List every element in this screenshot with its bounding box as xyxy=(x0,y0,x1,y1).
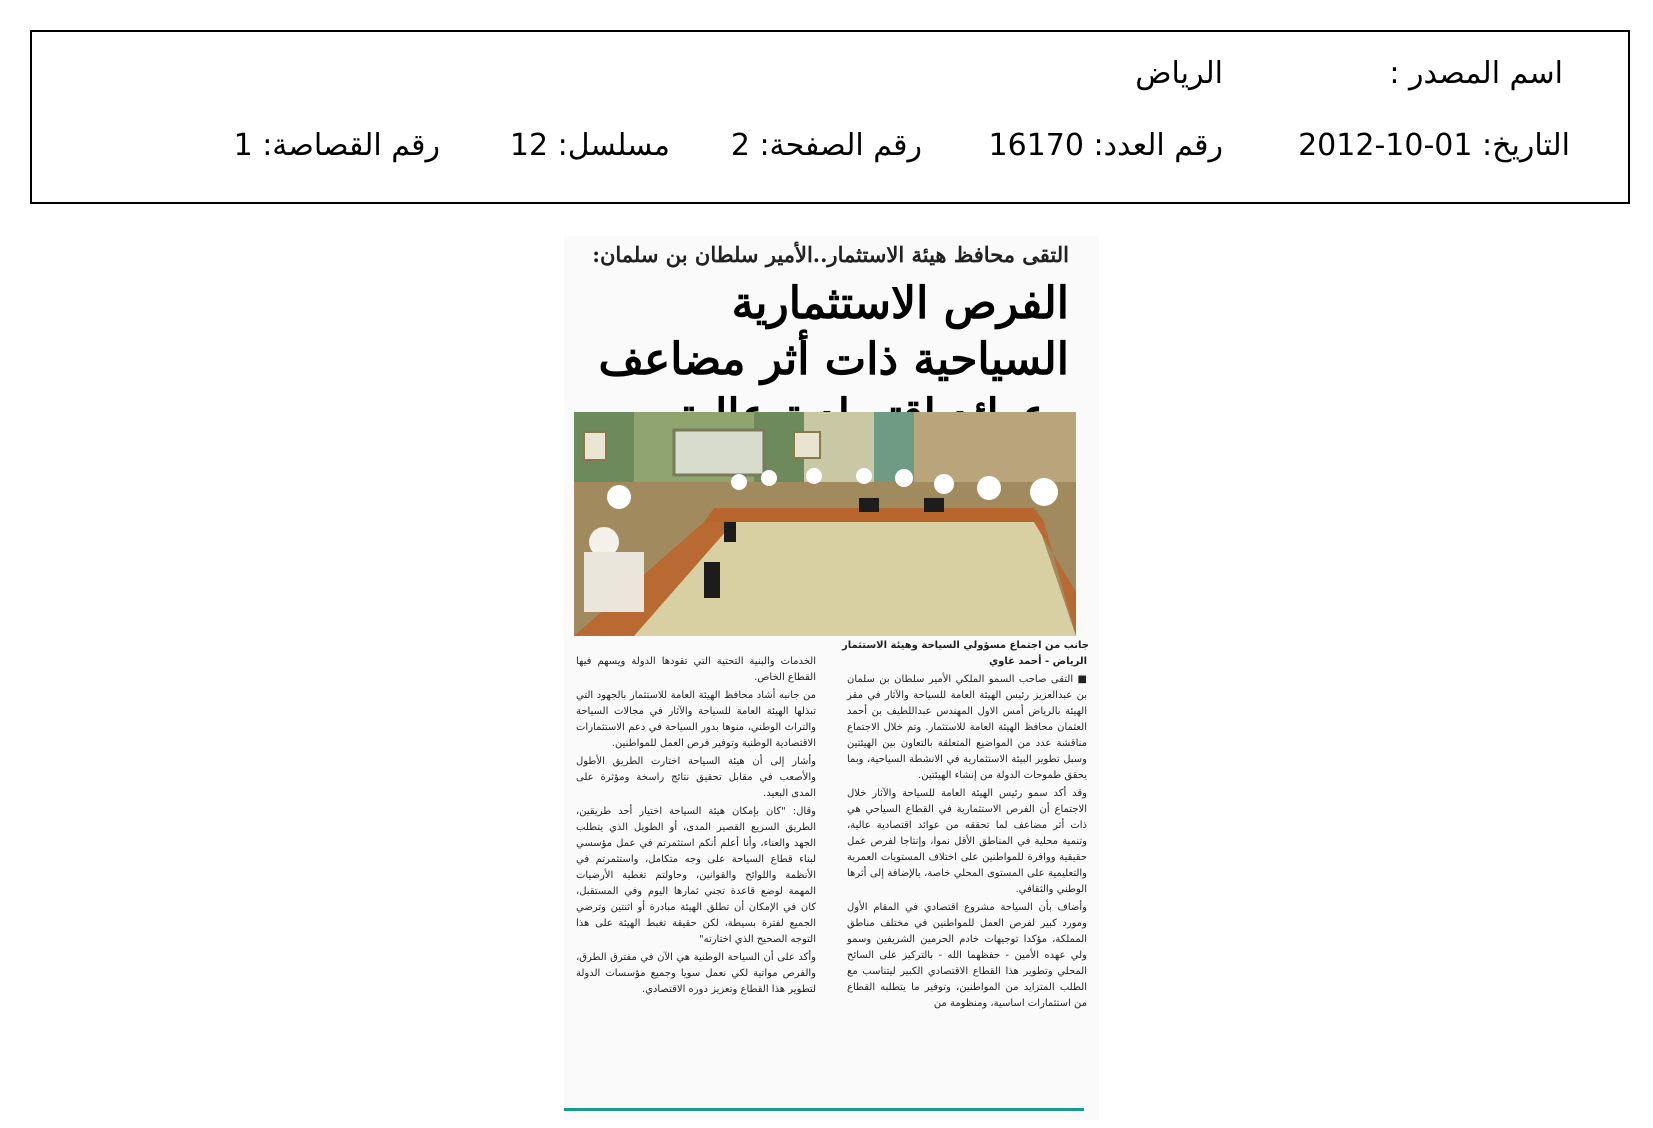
source-label: اسم المصدر : xyxy=(1389,56,1563,91)
article-paragraph: من جانبه أشاد محافظ الهيئة العامة للاستثمار بالجهود التي تبذلها الهيئة العامة للسياحة والآثار في مجالات السياحة والتراث الوطني، منوها بدور السياحة في دعم الاستثمارات الاقتصادية الوطنية وتوفير فرص العمل للمواطنين. xyxy=(576,690,816,749)
serial-number: مسلسل: 12 xyxy=(509,128,670,163)
clip-number: رقم القصاصة: 1 xyxy=(233,128,440,163)
page-number: رقم الصفحة: 2 xyxy=(730,128,922,163)
article-paragraph: ■ التقى صاحب السمو الملكي الأمير سلطان بن سلمان بن عبدالعزيز رئيس الهيئة العامة للسياحة والآثار في مقر الهيئة بالرياض أمس الاول المهندس عبداللطيف بن أحمد العثمان محافظ الهيئة العامة للاستثمار. وتم خلال الاجتماع مناقشة عدد من المواضيع المتعلقة بالتعاون بين الهيئتين وسبل تطوير البيئة الاستثمارية في الانشطة السياحية، وبما يحقق طموحات الدولة من إنشاء الهيئتين. xyxy=(847,674,1087,781)
date-field: التاريخ: 01-10-2012 xyxy=(1298,128,1570,163)
article-column-right xyxy=(847,654,1087,1014)
clipping-bottom-rule xyxy=(564,1108,1084,1111)
metadata-header xyxy=(30,30,1630,204)
article-paragraph: وأكد على أن السياحة الوطنية هي الآن في مفترق الطرق، والفرص مواتية لكي نعمل سويا وجميع مؤسسات الدولة لتطوير هذا القطاع وتعزيز دوره الاقتصادي. xyxy=(576,952,816,995)
article-paragraph: وقد أكد سمو رئيس الهيئة العامة للسياحة والآثار خلال الاجتماع أن الفرص الاستثمارية في القطاع السياحي هي ذات أثر مضاعف لما تحققه من عوائد اقتصادية عالية، وتنمية محلية في المناطق الأقل نموا، وإنتاجا لفرص عمل حقيقية ووافرة للمواطنين على اختلاف المستويات العمرية والتعليمية على المستوى المحلي خاصة، بالإضافة إلى أثرها الوطني والثقافي. xyxy=(847,788,1087,895)
meeting-photo xyxy=(574,412,1076,636)
article-paragraph: وأشار إلى أن هيئة السياحة اختارت الطريق الأطول والأصعب في مقابل تحقيق نتائج راسخة ومؤثرة على المدى البعيد. xyxy=(576,756,816,799)
article-headline: الفرص الاستثمارية السياحية ذات أثر مضاعف xyxy=(598,278,1069,385)
article-column-left xyxy=(576,654,816,1000)
article-paragraph: وأضاف بأن السياحة مشروع اقتصادي في المقام الأول ومورد كبير لفرص العمل للمواطنين في مختلف مناطق المملكة، مؤكدا توجيهات خادم الحرمين الشريفين وسمو ولي عهده الأمين - حفظهما الله - بالتركيز على السائح المحلي وتطوير هذا القطاع الاقتصادي الكبير ليتناسب مع الطلب المتزايد من المواطنين، وتوفير ما يتطلبه القطاع من استثمارات اساسية، ومنظومة من xyxy=(847,902,1087,1009)
issue-number: رقم العدد: 16170 xyxy=(988,128,1223,163)
article-paragraph: وقال: "كان بإمكان هيئة السياحة اختيار أحد طريقين، الطريق السريع القصير المدى، أو الطويل الذي يتطلب الجهد والعناء، وأنا أعلم أنكم استثمرتم في عمل مؤسسي لبناء قطاع السياحة على وجه متكامل، واستثمرتم في الأنظمة واللوائح والقوانين، وحاولتم تغطية الأرضيات المهمة لوضع قاعدة تجني ثمارها اليوم وفي المستقبل، كان في الإمكان أن تطلق الهيئة مبادرة أو اثنتين وترضي الجميع لفترة بسيطة، لكن حقيقة تغبط الهيئة على هذا التوجه الصحيح الذي اختارته" xyxy=(576,806,816,945)
source-value: الرياض xyxy=(1135,56,1223,91)
photo-caption: جانب من اجتماع مسؤولي السياحة وهيئة الاستثمار xyxy=(841,640,1089,651)
article-kicker: التقى محافظ هيئة الاستثمار..الأمير سلطان بن سلمان: xyxy=(592,242,1069,267)
article-byline: الرياض - أحمد غاوي xyxy=(988,656,1087,667)
article-paragraph: الخدمات والبنية التحتية التي تقودها الدولة ويسهم فيها القطاع الخاص. xyxy=(576,656,816,683)
newspaper-clipping xyxy=(564,236,1099,1120)
